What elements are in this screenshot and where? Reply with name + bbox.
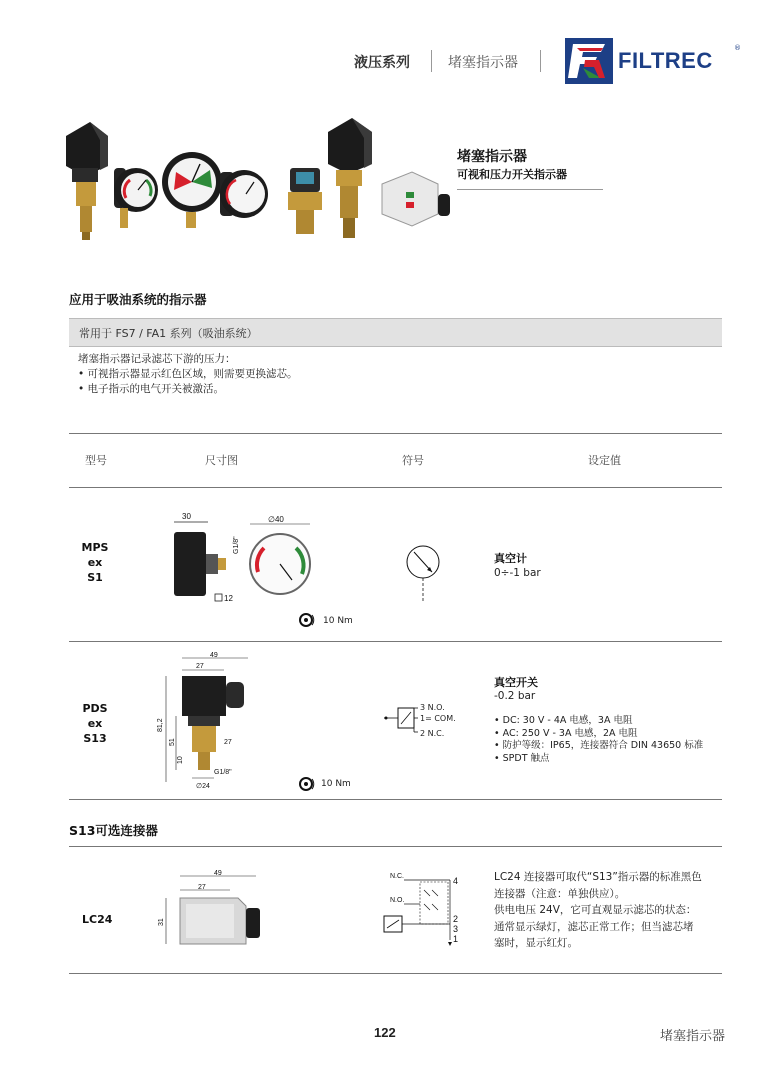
description-line: 连接器（注意：单独供应）。 xyxy=(494,887,626,900)
model-mps-s1 xyxy=(65,540,125,585)
setting-title-vacuum-gauge: 真空计 xyxy=(494,552,527,565)
torque-value: 10 Nm xyxy=(323,616,353,626)
header-divider xyxy=(431,50,432,72)
switch-terminal-label: 2 N.C. xyxy=(420,729,445,738)
gauge-image xyxy=(220,170,268,218)
dim-width-2: 27 xyxy=(196,663,204,670)
dim-hex: 27 xyxy=(224,739,232,746)
page-number: 122 xyxy=(374,1025,396,1040)
switch-specs-list xyxy=(494,715,703,765)
list-item: • AC: 250 V - 3A 电感，2A 电阻 xyxy=(494,727,638,739)
lc24-description xyxy=(494,869,726,952)
section-description xyxy=(78,352,298,397)
description-line: LC24 连接器可取代“S13”指示器的标准黑色 xyxy=(494,871,702,883)
diagram-terminal-4: 4 xyxy=(453,876,459,886)
model-pds-s13 xyxy=(65,701,125,746)
dim-height: 31 xyxy=(158,918,165,926)
torque-wrench-icon xyxy=(298,776,318,792)
application-band-text: 常用于 FS7 / FA1 系列（吸油系统） xyxy=(79,327,258,340)
section-title: 应用于吸油系统的指示器 xyxy=(69,292,207,307)
diagram-label-no: N.O. xyxy=(390,897,405,904)
footer-category: 堵塞指示器 xyxy=(660,1029,726,1044)
divider xyxy=(457,189,603,190)
column-header-setting: 设定值 xyxy=(588,454,621,467)
list-item: • SPDT 触点 xyxy=(494,752,550,764)
model-line: PDS xyxy=(82,702,108,715)
description-line: 塞时，显示红灯。 xyxy=(494,937,578,949)
lc24-dimension-drawing xyxy=(150,868,270,956)
diagram-label-nc: N.C. xyxy=(390,873,404,880)
description-line: 通常显示绿灯，滤芯正常工作；但当滤芯堵 xyxy=(494,920,694,933)
brand-registered-mark: ® xyxy=(734,44,741,52)
mps-s1-dimension-drawing xyxy=(160,510,320,610)
dim-width-2: 27 xyxy=(198,884,206,891)
description-line: 供电电压 24V，它可直观显示滤芯的状态： xyxy=(494,904,697,916)
product-photo xyxy=(60,110,450,250)
section-title: S13可选连接器 xyxy=(69,823,158,838)
column-header-model: 型号 xyxy=(85,454,107,467)
description-line: • 可视指示器显示红色区域，则需要更换滤芯。 xyxy=(78,368,298,380)
lc24-connector-image xyxy=(382,172,450,226)
switch-terminal-label: 1= COM. xyxy=(420,714,456,723)
pressure-switch-symbol xyxy=(384,702,420,738)
list-item: • 防护等级：IP65，连接器符合 DIN 43650 标准 xyxy=(494,740,704,751)
visual-indicator-image xyxy=(288,168,322,234)
dim-height-2: 51 xyxy=(169,738,176,746)
dim-height-3: 10 xyxy=(177,756,184,764)
brand-name: FILTREC xyxy=(618,48,713,73)
header-category: 堵塞指示器 xyxy=(448,55,518,71)
intro-subtitle: 可视和压力开关指示器 xyxy=(457,168,567,181)
setting-value-vacuum-gauge: 0÷-1 bar xyxy=(494,567,541,579)
switch-indicator-image xyxy=(328,118,372,238)
application-band xyxy=(69,318,722,347)
setting-value-vacuum-switch: -0.2 bar xyxy=(494,690,536,702)
model-line: ex xyxy=(87,717,103,730)
table-top-rule xyxy=(69,433,722,434)
dim-width-1: 49 xyxy=(210,652,218,659)
pds-s13-dimension-drawing xyxy=(152,652,272,794)
column-header-symbol: 符号 xyxy=(402,454,424,467)
header-divider xyxy=(540,50,541,72)
torque-wrench-icon xyxy=(298,612,318,628)
model-line: S13 xyxy=(83,732,107,745)
row-divider xyxy=(69,799,722,800)
column-header-dimension: 尺寸图 xyxy=(205,454,238,467)
dim-thread: G1/8" xyxy=(233,536,240,554)
description-line: 堵塞指示器记录滤芯下游的压力： xyxy=(78,353,236,365)
torque-value: 10 Nm xyxy=(321,779,351,789)
table-header-rule xyxy=(69,487,722,488)
section-bottom-rule xyxy=(69,973,722,974)
setting-title-vacuum-switch: 真空开关 xyxy=(494,676,538,689)
vacuum-gauge-image xyxy=(114,168,158,228)
diagram-terminal-1: 1 xyxy=(453,934,459,944)
dim-width-1: 49 xyxy=(214,870,222,877)
model-line: MPS xyxy=(81,541,109,554)
dim-thread: G1/8" xyxy=(214,769,232,776)
model-lc24: LC24 xyxy=(82,913,113,926)
model-line: ex xyxy=(87,556,103,569)
list-item: • DC: 30 V - 4A 电感，3A 电阻 xyxy=(494,715,633,726)
dim-hex: 12 xyxy=(224,594,233,603)
model-line: S1 xyxy=(87,571,103,584)
diagram-terminal-2: 2 xyxy=(453,914,459,924)
intro-title: 堵塞指示器 xyxy=(457,149,527,165)
dim-diameter: ∅40 xyxy=(268,515,284,524)
lc24-wiring-diagram xyxy=(380,870,465,950)
dim-width: 30 xyxy=(182,512,191,521)
diagram-terminal-3: 3 xyxy=(453,924,459,934)
filtrec-logo-icon xyxy=(565,38,613,84)
header-series: 液压系列 xyxy=(354,55,410,71)
section-rule xyxy=(69,846,722,847)
dim-height-1: 81,2 xyxy=(157,718,164,732)
gauge-symbol xyxy=(400,540,446,604)
pressure-gauge-image xyxy=(162,152,222,228)
switch-terminal-label: 3 N.O. xyxy=(420,703,445,712)
dim-diameter: ∅24 xyxy=(196,783,210,790)
description-line: • 电子指示的电气开关被激活。 xyxy=(78,383,225,395)
row-divider xyxy=(69,641,722,642)
switch-indicator-image xyxy=(66,122,108,240)
